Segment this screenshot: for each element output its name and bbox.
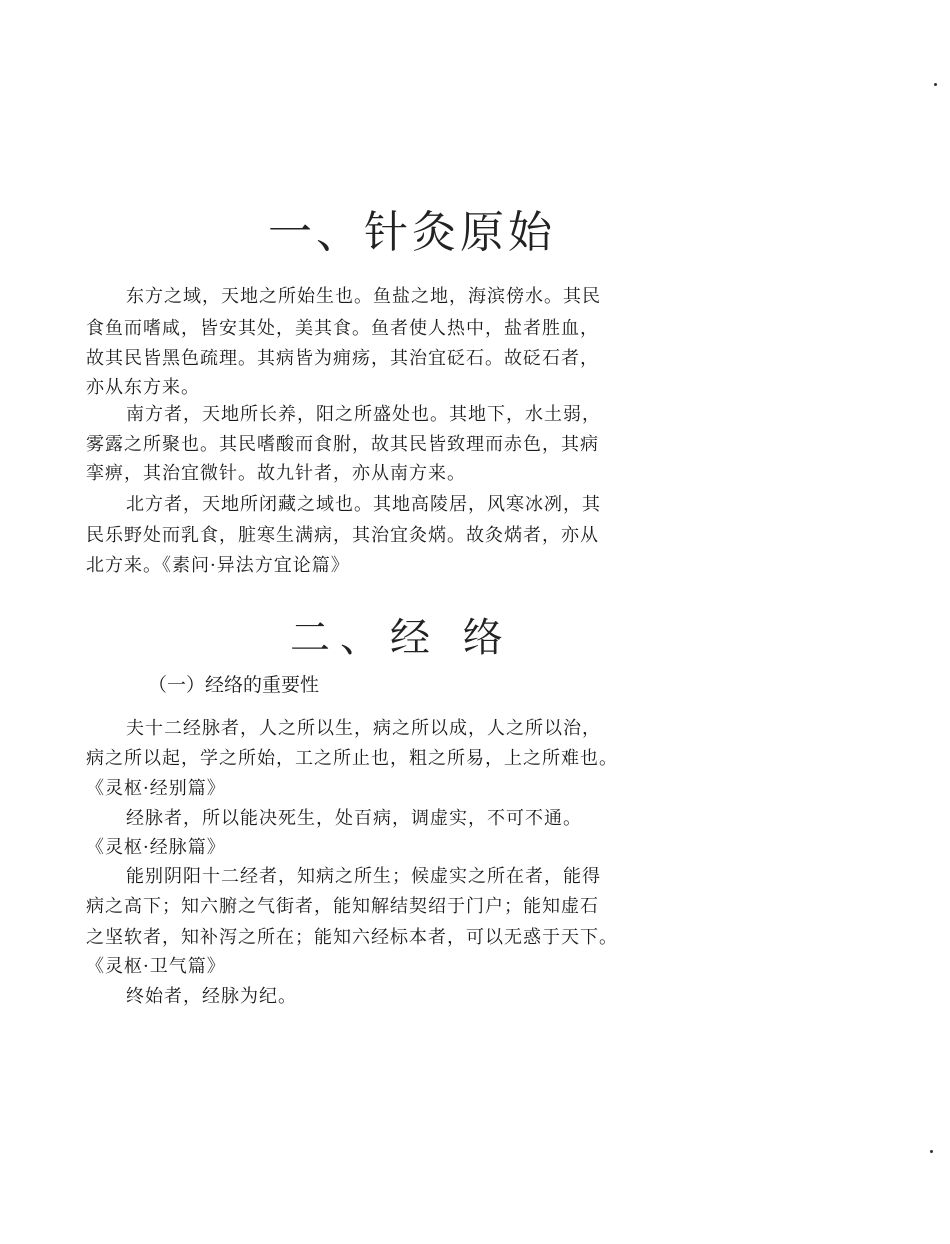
scan-speck	[930, 1150, 933, 1153]
text-line: 民乐野处而乳食，脏寒生满病，其治宜灸焫。故灸焫者，亦从	[86, 525, 599, 546]
citation: 《灵枢·经别篇》	[86, 778, 226, 799]
text-line: 故其民皆黑色疏理。其病皆为痈疡，其治宜砭石。故砭石者，	[86, 348, 599, 369]
text-line: 南方者，天地所长养，阳之所盛处也。其地下，水土弱，	[126, 404, 601, 425]
text-line: 亦从东方来。	[86, 377, 200, 398]
text-line: 之坚软者，知补泻之所在；能知六经标本者，可以无惑于天下。	[86, 927, 618, 948]
text-line: 北方者，天地所闭藏之域也。其地高陵居，风寒冰冽，其	[126, 494, 601, 515]
section-title-acupuncture-origins: 一、针灸原始	[268, 207, 556, 258]
scan-speck	[934, 83, 937, 86]
citation: 《灵枢·卫气篇》	[86, 956, 226, 977]
citation: 《灵枢·经脉篇》	[86, 837, 226, 858]
text-line: 夫十二经脉者，人之所以生，病之所以成，人之所以治，	[126, 718, 601, 739]
text-line: 经脉者，所以能决死生，处百病，调虚实，不可不通。	[126, 808, 582, 829]
text-line: 东方之域，天地之所始生也。鱼盐之地，海滨傍水。其民	[126, 286, 601, 307]
subheading: （一）经络的重要性	[148, 674, 320, 696]
text-line: 能别阴阳十二经者，知病之所生；候虚实之所在者，能得	[126, 866, 601, 887]
text-line: 北方来。《素问·异法方宜论篇》	[86, 555, 350, 576]
text-line: 挛痹，其治宜微针。故九针者，亦从南方来。	[86, 463, 466, 484]
text-line: 雾露之所聚也。其民嗜酸而食胕，故其民皆致理而赤色，其病	[86, 434, 599, 455]
text-line: 病之高下；知六腑之气街者，能知解结契绍于门户；能知虚石	[86, 896, 599, 917]
text-line: 病之所以起，学之所始，工之所止也，粗之所易，上之所难也。	[86, 748, 618, 769]
text-line: 终始者，经脉为纪。	[126, 986, 297, 1007]
section-title-meridians: 二、经 络	[290, 615, 513, 661]
text-line: 食鱼而嗜咸，皆安其处，美其食。鱼者使人热中，盐者胜血，	[86, 318, 599, 339]
